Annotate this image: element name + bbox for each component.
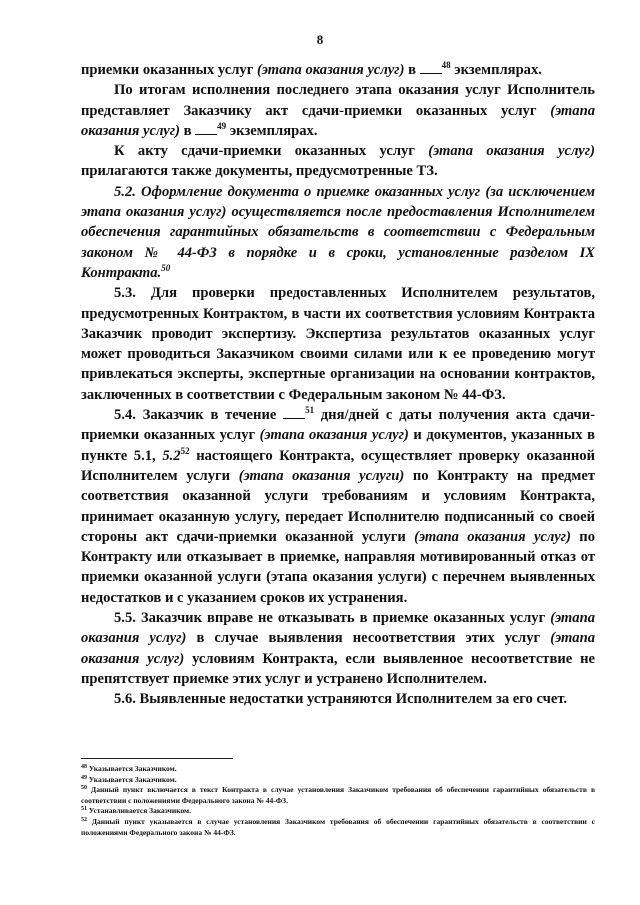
text-run: К акту сдачи-приемки оказанных услуг — [114, 143, 429, 160]
text-run: экземплярах. — [226, 122, 318, 139]
text-run: в — [404, 62, 420, 78]
text-run-italic: (этапа оказания услуг) — [414, 528, 571, 545]
text-run-italic: (этапа оказания услуги) — [238, 467, 405, 484]
paragraph-5-2 — [81, 182, 595, 283]
footnote — [81, 764, 595, 775]
blank-field — [420, 61, 442, 74]
text-run-italic: (этапа оказания услуг) — [257, 62, 405, 78]
page-number: 8 — [316, 32, 324, 47]
text-run-italic: (этапа оказания услуг) — [259, 427, 409, 444]
footnote — [81, 775, 595, 786]
footnote — [81, 785, 595, 806]
footnote-ref: 51 — [305, 405, 315, 416]
footnote-ref: 52 — [180, 445, 190, 456]
footnote-text: Данный пункт включается в текст Контракта в случае установления Заказчиком требования об обеспечении гарантийных обязательств в соответствии с положениями Федерального закона № 44-ФЗ. — [81, 785, 595, 805]
text-run-italic: 5.2 — [162, 447, 181, 464]
footnotes — [81, 764, 595, 838]
text-run: По итогам исполнения последнего этапа оказания услуг Исполнитель представляет Заказчику акт сдачи-приемки оказанных услуг — [81, 82, 595, 119]
footnote-text: Указывается Заказчиком. — [87, 774, 177, 784]
blank-field — [283, 406, 305, 419]
paragraph-delivery-copies — [81, 60, 595, 80]
text-run-italic: (этапа оказания услуг) — [81, 610, 595, 647]
footnote-ref: 49 — [217, 120, 227, 131]
text-run: настоящего Контракта, осуществляет проверку оказанной Исполнителем услуги — [81, 447, 595, 484]
footnote-ref: 48 — [441, 60, 451, 70]
footnote-ref: 50 — [161, 262, 171, 273]
text-run: условиям Контракта, если выявленное несоответствие не препятствует приемке этих услуг и устранено Исполнителем. — [81, 650, 595, 687]
text-run: и документов, указанных в пункте 5.1, — [81, 427, 595, 464]
text-run: в случае выявления несоответствия этих услуг — [186, 630, 551, 647]
text-run-italic: (этапа оказания услуг) — [81, 102, 595, 139]
paragraph-5-6: 5.6. Выявленные недостатки устраняются Исполнителем за его счет. — [114, 691, 568, 708]
text-run: по Контракту на предмет соответствия оказанной услуги требованиям и условиям Контракта, принимает оказанную услугу, передает Исполнителю подписанный со своей стороны акт сдачи-приемки оказанной услуги — [81, 467, 595, 545]
paragraph-5-5 — [81, 608, 595, 689]
text-run: дня/дней с даты получения акта сдачи-приемки оказанных услуг — [81, 407, 595, 444]
text-run: в — [179, 122, 196, 139]
text-run: 5.5. Заказчик вправе не отказывать в приемке оказанных услуг — [114, 610, 551, 627]
text-run: по Контракту или отказывает в приемке, направляя мотивированный отказ от приемки оказанной услуги (этапа оказания услуги) с перечнем выявленных недостатков и с указанием сроков их устранения. — [81, 528, 595, 606]
footnote-number: 51 — [81, 806, 87, 813]
footnote-number: 49 — [81, 774, 87, 781]
footnote — [81, 806, 595, 817]
footnote-number: 50 — [81, 785, 87, 792]
paragraph-5-3: 5.3. Для проверки предоставленных Исполнителем результатов, предусмотренных Контрактом, в части их соответствия условиям Контракта Заказчик проводит экспертизу. Экспертиза результатов оказанных услуг может проводиться Заказчиком своими силами или к ее проведению могут привлекаться эксперты, экспертные организации на основании контрактов, заключенных в соответствии с Федеральным законом № 44-ФЗ. — [81, 285, 595, 403]
text-run-italic: (этапа оказания услуг) — [81, 630, 596, 667]
footnote-number: 48 — [81, 764, 87, 770]
body-text — [81, 60, 595, 710]
paragraph-5-4 — [81, 405, 595, 608]
text-run-italic: 5.2. Оформление документа о приемке оказанных услуг (за исключением этапа оказания услуг) осуществляется после предоставления Исполнителем обеспечения гарантийных обязательств в соответствии с Федеральным законом № 44-ФЗ в порядке и в сроки, установленные разделом IX Контракта. — [81, 183, 595, 281]
footnote-number: 52 — [81, 816, 87, 823]
text-run: 5.4. Заказчик в течение — [114, 407, 284, 424]
text-run: приемки оказанных услуг — [81, 62, 258, 78]
blank-field — [195, 122, 217, 135]
text-run: экземплярах. — [450, 62, 542, 78]
footnote — [81, 817, 595, 838]
paragraph-final-stage — [81, 80, 595, 141]
footnote-text: Указывается Заказчиком. — [87, 764, 177, 773]
paragraph-attached-documents — [81, 141, 595, 182]
footnote-text: Устанавливается Заказчиком. — [87, 806, 192, 816]
text-run-italic: (этапа оказания услуг) — [428, 143, 595, 160]
footnote-divider — [81, 758, 233, 759]
footnote-text: Данный пункт указывается в случае установления Заказчиком требования об обеспечении гарантийных обязательств в соответствии с положениями Федерального закона № 44-ФЗ. — [81, 816, 595, 837]
text-run: прилагаются также документы, предусмотренные ТЗ. — [81, 163, 438, 180]
